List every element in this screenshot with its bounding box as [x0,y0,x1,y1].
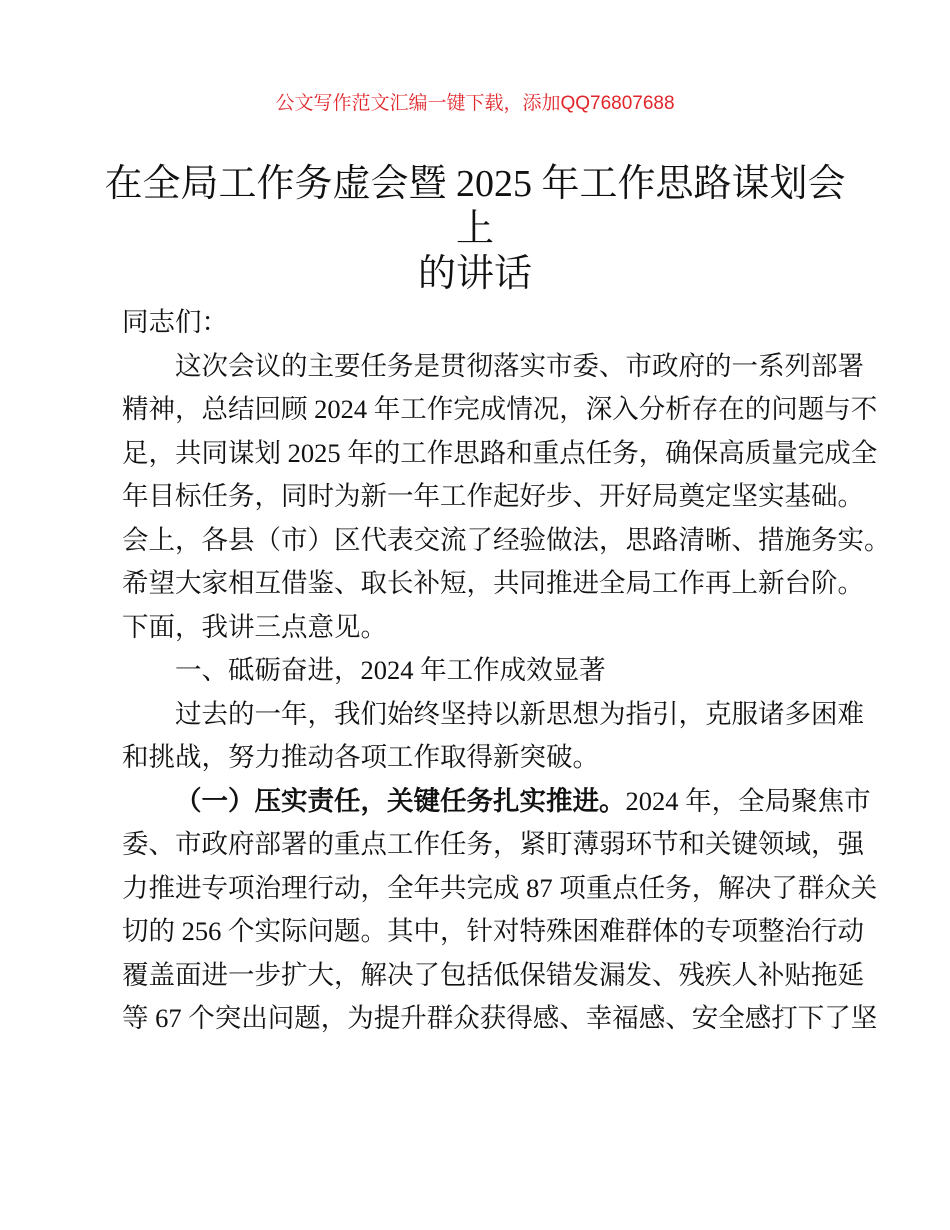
line-text: 覆盖面进一步扩大，解决了包括低保错发漏发、残疾人补贴拖延 [122,959,864,990]
text-line [122,784,871,828]
line-text: 同志们： [122,307,228,337]
text-line [122,1001,878,1045]
line-text: 这次会议的主要任务是贯彻落实市委、市政府的一系列部署 [175,350,864,381]
download-banner: 公文写作范文汇编一键下载，添加QQ76807688 [275,93,675,114]
document-body [122,305,891,1045]
paragraph [122,349,891,654]
line-text: 年目标任务，同时为新一年工作起好步、开好局奠定坚实基础。 [122,481,864,511]
text-line [122,436,878,480]
line-text: 委、市政府部署的重点工作任务，紧盯薄弱环节和关键领域，强 [122,829,864,859]
line-text: 一、砥砺奋进，2024 年工作成效显著 [175,655,606,685]
line-text: 会上，各县（市）区代表交流了经验做法，思路清晰、措施务实。 [122,524,891,555]
text-line [122,740,836,784]
text-line [122,914,864,958]
text-line [122,871,878,915]
paragraph [122,653,836,697]
title-line: 在全局工作务虚会暨 2025 年工作思路谋划会上 [104,163,846,250]
line-text: 2024 年，全局聚焦市 [625,785,871,816]
line-text: 过去的一年，我们始终坚持以新思想为指引，克服诸多困难 [175,698,864,729]
line-text: 等 67 个突出问题，为提升群众获得感、幸福感、安全感打下了坚 [122,1003,878,1033]
text-line [122,392,878,436]
paragraph [122,697,864,784]
document-title [100,162,850,297]
text-line [122,827,864,871]
text-line [122,349,864,393]
paragraph [122,305,836,349]
line-text: 希望大家相互借鉴、取长补短，共同推进全局工作再上新台阶。 [122,568,864,598]
line-text: 下面，我讲三点意见。 [122,611,387,642]
line-text: 力推进专项治理行动，全年共完成 87 项重点任务，解决了群众关 [122,872,878,903]
text-line [122,610,836,654]
paragraph [122,784,878,1045]
text-line [122,653,836,697]
line-text: 和挑战，努力推动各项工作取得新突破。 [122,742,599,772]
text-line [122,958,864,1002]
section-heading-bold: （一）压实责任，关键任务扎实推进。 [175,785,626,816]
text-line [122,697,864,741]
text-line [122,566,864,610]
line-text: 足，共同谋划 2025 年的工作思路和重点任务，确保高质量完成全 [122,437,878,468]
line-text: 精神，总结回顾 2024 年工作完成情况，深入分析存在的问题与不 [122,394,878,424]
line-text: 切的 256 个实际问题。其中，针对特殊困难群体的专项整治行动 [122,916,864,946]
text-line [122,479,864,523]
text-line [122,305,836,349]
text-line [122,523,891,567]
title-line: 的讲话 [417,253,532,295]
